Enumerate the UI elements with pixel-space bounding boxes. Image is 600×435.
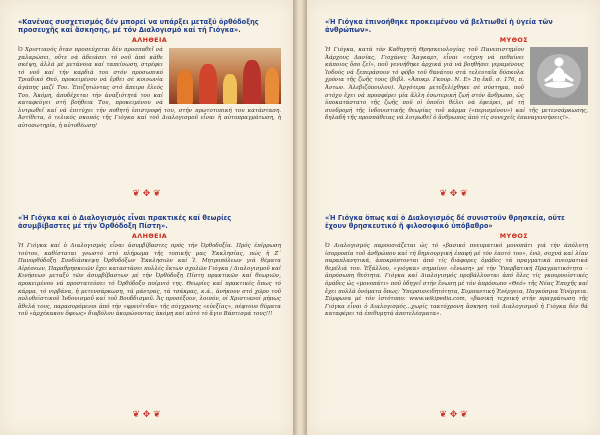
left-page <box>0 0 293 435</box>
myth-label: ΜΥΘΟΣ <box>499 232 528 240</box>
section-title: «Ἡ Γιόγκα καί ὁ Διαλογισμός εἶναι πρακτικές καί θεωρίες ἀσυμβίβαστες μέ τήν Ὀρθόδοξη Πίστη». <box>18 214 232 230</box>
left-section-2 <box>18 214 281 319</box>
page-gutter <box>293 0 307 435</box>
myth-label: ΜΥΘΟΣ <box>499 36 528 44</box>
left-section-1 <box>18 18 281 131</box>
section-body: Ὁ Διαλογισμός παρουσιάζεται ὡς τό «βασικό πνευματικό μονοπάτι γιά τήν ἀπόλυτη ἰσορροπία τοῦ ἀνθρώπου καί τή δημιουργική ἐπαφή μέ τόν ἑαυτό του», ἐνῶ, συχνά καί λίαν παραπλανητικά, ἀποκρύπτονται ἀπό τίς διάφορες ὁμάδες τά πραγματικά πνευματικά θεμέλιά του. Ἑξάλλου, «γιόγκα» σημαίνει «ἕνωση» μέ τήν Ὑπερβατική Πραγματικότητα – ἀπρόσωπη θεότητα. Γιόγκα καί Διαλογισμός προβάλλονται ἀπό ὅλες τίς γκουρουϊστικές ὁμάδες ὡς «μονοπάτι» ποῦ ὁδηγεῖ στήν ἕνωση μέ τόν ἀπρόσωπο «Θεό» τῆς Νέας Ἐποχῆς καί ἔχει πολλά ὀνόματα ὅπως: Ὑπερσυνειδητότητα, Συμπαντική Ἐνέργεια, Παγκόσμια Ἐνέργεια. Σύμφωνα μέ τόν ἰστότοπο: www.wikipedia.com, «βασική τεχνική στήν πραγμάτωση τῆς Γιόγκα εἶναι ὁ Διαλογισμός...χωρίς τακτόχρονη ἄσκηση τοῦ Διαλογισμοῦ ἡ Γιόγκα δέν θά καταφέρει τά ἐπιθυμητά ἀποτελέσματα». <box>325 243 588 318</box>
section-body: Ἡ Γιόγκα καί ὁ Διαλογισμός εἶναι ἀσυμβίβαστες πρός τήν Ὀρθοδοξία. Πρός ἐπίρρωση τούτου, καθίσταται γνωστό στό πλήρωμα τῆς τοπικῆς μας Ἐκκλησίας, πώς ἡ Ζ΄ Πανορθόδοξη Συνδιάσκεψη Ὀρθοδόξων Ἐκκλησιῶν καί Ἱ. Μητροπόλεων γιά θέματα Αἱρέσεων, Παραθρησκειῶν ἔχει καταστάσει πολλές ἔκτων σχολῶν Γιόγκα / Διαλογισμοῦ καί Κινήσεων μεταξύ τῶν ἀσυμβίβαστων μέ τήν Ὀρθόδοξη Πίστη πρακτικῶν καί θεωριῶν, προκειμένου νά προστατεύσει τό Ὀρθόδοξο ποίμνιό της. Θεωρίες καί πρακτικές ὅπως τό κάρμα, τό νιρβάνα, ἡ μετενσάρκωση, τά μάντρας, τά τσάκρας, κ.ά., ἀνήκουν στό χῶρο τοῦ πολυθεϊστικοῦ Ἰνδουισμοῦ καί τοῦ Βουδδισμοῦ. Ἄς προσέξουν, λοιπόν, οἱ Χριστιανοί μήπως ἄθελά τους, παρασυρόμενοι ἀπό τήν «φρενίτιδα» τῆς σύγχρονης «εὐεξίας», πέφτουν θύματα τοῦ «ἀρχέκακου ὄφεως» διαβόλου ἀκυρώνοντας ἀκόμη καί αὐτό τό ἅγιο Βάπτισμά τους!!! <box>18 243 281 318</box>
section-body: Ὁ Χριστιανός ὅταν προσεύχεται δέν προσπαθεῖ νά χαλαρώσει, οὔτε νά ἀδειάσει τό νοῦ ἀπό κάθε σκέψη, ἀλλά μέ μετάνοια καί ταπείνωση, στρέφει τό νοῦ καί τήν καρδιά του στόν προσωπικό Τριαδικό Θεό, προκειμένου νά ἔρθει σέ κοινωνία ἀγάπης μαζί Του. Ἐπιζητώντας στό ἄπειρο ἔλεός Του, Ἀκόμη, ἀποδέχεται τήν ἀναξιότητά του καί καταφεύγει στή βοήθεια Του, προκειμένου νά λυτρωθεῖ καί νά ἐπιτύχει τήν ποθητή ἐπιστροφή του, στήν πρωτοτυπική του κατάσταση. Ἀντίθετα, ὁ τελικός σκοπός τῆς Γιόγκα καί τοῦ Διαλογισμοῦ εἶναι ἡ αὐτοπραγμάτωση, ἡ αὐτοσωτηρία, ἡ αὐτοθέωση! <box>18 47 281 129</box>
ornament-divider: ❦ ✥ ❦ <box>439 189 468 199</box>
right-section-2 <box>325 214 588 319</box>
section-title: «Ἡ Γιόγκα ἐπινοήθηκε προκειμένου νά βελτιωθεῖ ἡ ὑγεία τῶν ἀνθρώπων». <box>325 18 553 34</box>
right-section-1 <box>325 18 588 123</box>
ornament-divider: ❦ ✥ ❦ <box>132 189 161 199</box>
truth-label: ΑΛΗΘΕΙΑ <box>131 232 168 240</box>
section-title: «Ἡ Γιόγκα ὅπως καί ὁ Διαλογισμός δέ συνιστοῦν θρησκεία, οὔτε ἔχουν θρησκευτικό ἤ φιλοσοφικό ὑπόβαθρο» <box>325 214 565 230</box>
right-page <box>307 0 600 435</box>
section-title: «Κανένας συσχετισμός δέν μπορεί να υπάρξει μεταξύ ὀρθόδοξης προσευχῆς καί ἄσκησης, μέ τόν Διαλογισμό καί τή Γιόγκα». <box>18 18 259 34</box>
meditation-silhouette-icon <box>530 47 588 105</box>
hindu-worship-photo <box>169 48 281 104</box>
ornament-divider: ❦ ✥ ❦ <box>132 410 161 420</box>
truth-label: ΑΛΗΘΕΙΑ <box>131 36 168 44</box>
section-body: Ἡ Γιόγκα, κατά τόν Καθηγητή Θρησκειολογίας τοῦ Πανεπιστημίου Ἀάρχους Δανίας, Γιοχάνες Ἄαγκαρτ, εἶναι «τέχνη νά πεθαίνει κάποιος ὅσο ζεῖ», ποῦ γεννήθηκε ἀρχικά γιά νά βοηθήσει γεραμένους Ἰνδούς νά ξεπεράσουν τό φόβο τοῦ θανάτου στά τελευταῖα δύσκολα χρόνια τῆς ζωῆς τους (βιβλ. «Ἀποκρ. Γκουρ. Ν. Ε» 3η ἔκδ. σ. 176, π. Ἀντων. Ἀλεβιζόπουλου). Ἀργότερα μετεξελίχθηκε σέ σύστημα, ποῦ στόχο ἔχει νά προσφέρει μία ἄλλη ἐσωτερική ζωή στόν ἄνθρωπο, ὡς ὑποκατάστατο τῆς ζωῆς ποῦ οἱ ὁποῖοι θέλει νά ἐφεύρει, μέ τή συνδρομή τῆς ἰνδουιστικῆς θεωρίας τοῦ κάρμα («περισμένου») καί τῆς μετενσάρκωσης, δηλαδή τῆς προσπάθειας νά λυτρωθεῖ ὁ ἄνθρωπος ἀπό τίς συνεχεῖς ἐπαναγεννήσεις!». <box>325 47 588 122</box>
ornament-divider: ❦ ✥ ❦ <box>439 410 468 420</box>
